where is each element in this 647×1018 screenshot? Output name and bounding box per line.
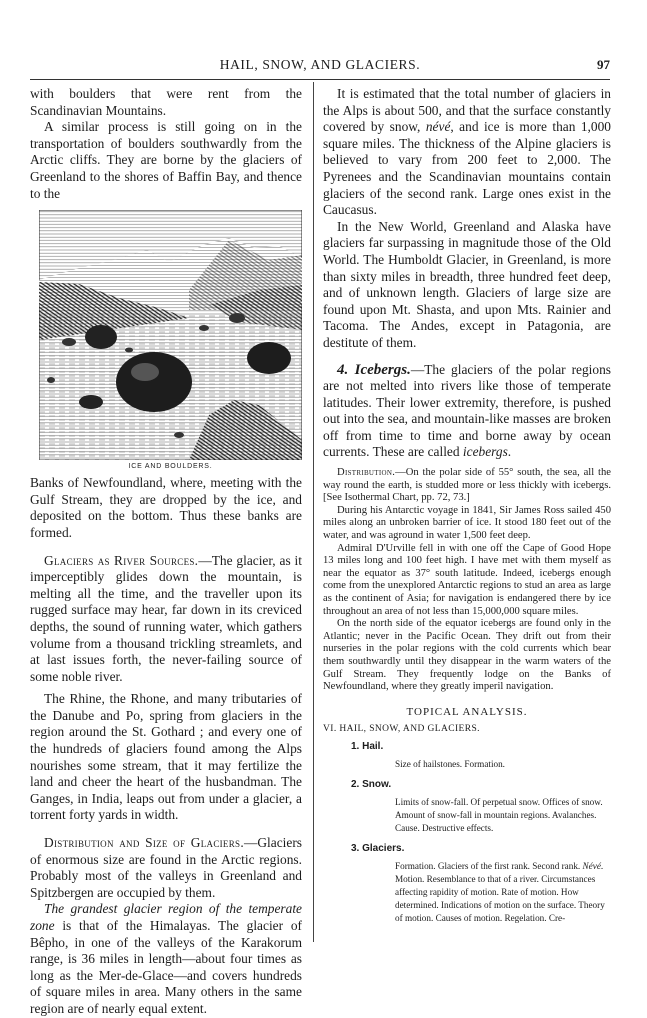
paragraph: Banks of Newfoundland, where, meeting with the Gulf Stream, they are dropped by the ice, and deposited on the bottom. Thus these banks are formed. [30,475,302,540]
section-heading: Glaciers as River Sources. [44,552,199,568]
topical-analysis-title: TOPICAL ANALYSIS. [406,705,528,718]
topic-glaciers: 3. Glaciers. [351,842,405,854]
small-paragraph: Distribution.—On the polar side of 55° south, the sea, all the way round the earth, is studded more or less thickly with icebergs. [See Isothermal Chart, pp. 72, 73.] [323,467,611,504]
page-number: 97 [597,57,610,72]
section-heading: Distribution and Size of Glaciers. [44,835,244,851]
paragraph: with boulders that were rent from the Scandinavian Mountains. [30,86,302,118]
page-title: HAIL, SNOW, AND GLACIERS. [219,57,421,72]
small-paragraph: Admiral D'Urville fell in with one off the Cape of Good Hope 13 miles long and 100 feet high. I have met with them myself as near the equator as 37° south latitude. Indeed, icebergs enough come from the unexplored Antarctic regions to stud an area as large as the continent of Asia; for navigation is endangered there by ice throughout an area of not less than 15,000,000 square miles. [323,542,611,617]
topic-details: Formation. Glaciers of the first rank. Second rank. Névé. Motion. Resemblance to that of a river. Circumstances affecting rapidity of motion. Rate of motion. How determined. Indications of motion on the surface. Theory of motion. Causes of motion. Regelation. Cre- [395,860,605,923]
paragraph: The grandest glacier region of the temperate zone is that of the Himalayas. The glacier of Bêpho, in one of the valleys of the Karakorum range, is 36 miles in length—about four times as long as the Mer-de-Glace—and covers hundreds of square miles in area. Many others in the same region are of nearly equal extent. [30,901,302,1016]
ice-and-boulders-engraving [39,210,302,460]
right-column [323,86,611,933]
boulder [247,342,291,374]
large-boulder [116,352,192,412]
topic-details: Size of hailstones. Formation. [395,758,505,769]
column-divider [313,82,314,942]
paragraph: Distribution and Size of Glaciers.—Glaciers of enormous size are found in the Arctic regions. Probably most of the valleys in Greenland and Spitzbergen are occupied by them. [30,835,302,900]
paragraph: It is estimated that the total number of glaciers in the Alps is about 500, and that the surface constantly covered by snow, névé, and ice is more than 1,000 square miles. The thickness of the Alpine glaciers is believed to vary from 200 feet to 2,000. The Pyrenees and the Scandinavian mountains contain glaciers of the second rank. Large ones exist in the Caucasus. [323,86,611,218]
small-paragraph: On the north side of the equator icebergs are found only in the Atlantic; never in the Pacific Ocean. They drift out from their nurseries in the polar regions with the cold currents which bear them southwardly until they disappear in the warm waters of the Gulf Stream. They frequently lodge on the Banks of Newfoundland, where they greatly imperil navigation. [323,618,611,693]
small-paragraph: During his Antarctic voyage in 1841, Sir James Ross sailed 450 miles along an unbroken barrier of ice. It stood 180 feet out of the water, and was aground in water 1,500 feet deep. [323,504,611,542]
ice-and-boulders-figure [39,210,302,470]
left-column [30,86,302,1018]
paragraph: Glaciers as River Sources.—The glacier, as it imperceptibly glides down the mountain, is melting all the time, and the traveller upon its rugged surface may hear, far down in its creviced depths, the sound of running water, which gathers volume from a thousand trickling streamlets, and at last issues forth, the never-failing source of some noble river. [30,552,302,684]
topic-hail: 1. Hail. [351,740,384,752]
topical-analysis-heading: VI. HAIL, SNOW, AND GLACIERS. [323,723,480,734]
section-heading: Distribution. [337,467,396,479]
header-rule [30,79,610,80]
paragraph: The Rhine, the Rhone, and many tributaries of the Danube and Po, spring from glaciers in the region around the St. Gothard ; and every one of the hundreds of glaciers found among the Alps nourishes some stream, that it may fertilize the land and cheer the heart of the husbandman. The Ganges, in India, leaps out from under a glacier, a torrent forty yards in width. [30,691,302,823]
topic-details: Limits of snow-fall. Of perpetual snow. Offices of snow. Amount of snow-fall in mountain regions. Avalanches. Cause. Destructive effects. [395,796,603,833]
paragraph: In the New World, Greenland and Alaska have glaciers far surpassing in magnitude those of the Old World. The Humboldt Glacier, in Greenland, is more than sixty miles in breadth, three hundred feet deep, and of unknown length. Glaciers of large size are found upon Mt. Shasta, and upon Mts. Rainier and Tacoma. The Andes, except in Patagonia, are destitute of them. [323,218,611,350]
boulder [79,395,103,409]
running-header [30,57,610,77]
paragraph: 4. Icebergs.—The glaciers of the polar regions are not melted into rivers like those of temperate latitudes. Their lower extremity, therefore, is pushed out into the sea, and mountain-like masses are broken off from time to time and borne away by ocean currents. These are called icebergs. [323,361,611,460]
paragraph: A similar process is still going on in the transportation of boulders southwardly from the Arctic cliffs. They are borne by the glaciers of Greenland to the shores of Baffin Bay, and thence to the [30,119,302,201]
section-heading: 4. Icebergs. [337,361,411,378]
figure-caption: ICE AND BOULDERS. [128,463,213,471]
topic-snow: 2. Snow. [351,778,392,790]
boulder [85,325,117,349]
